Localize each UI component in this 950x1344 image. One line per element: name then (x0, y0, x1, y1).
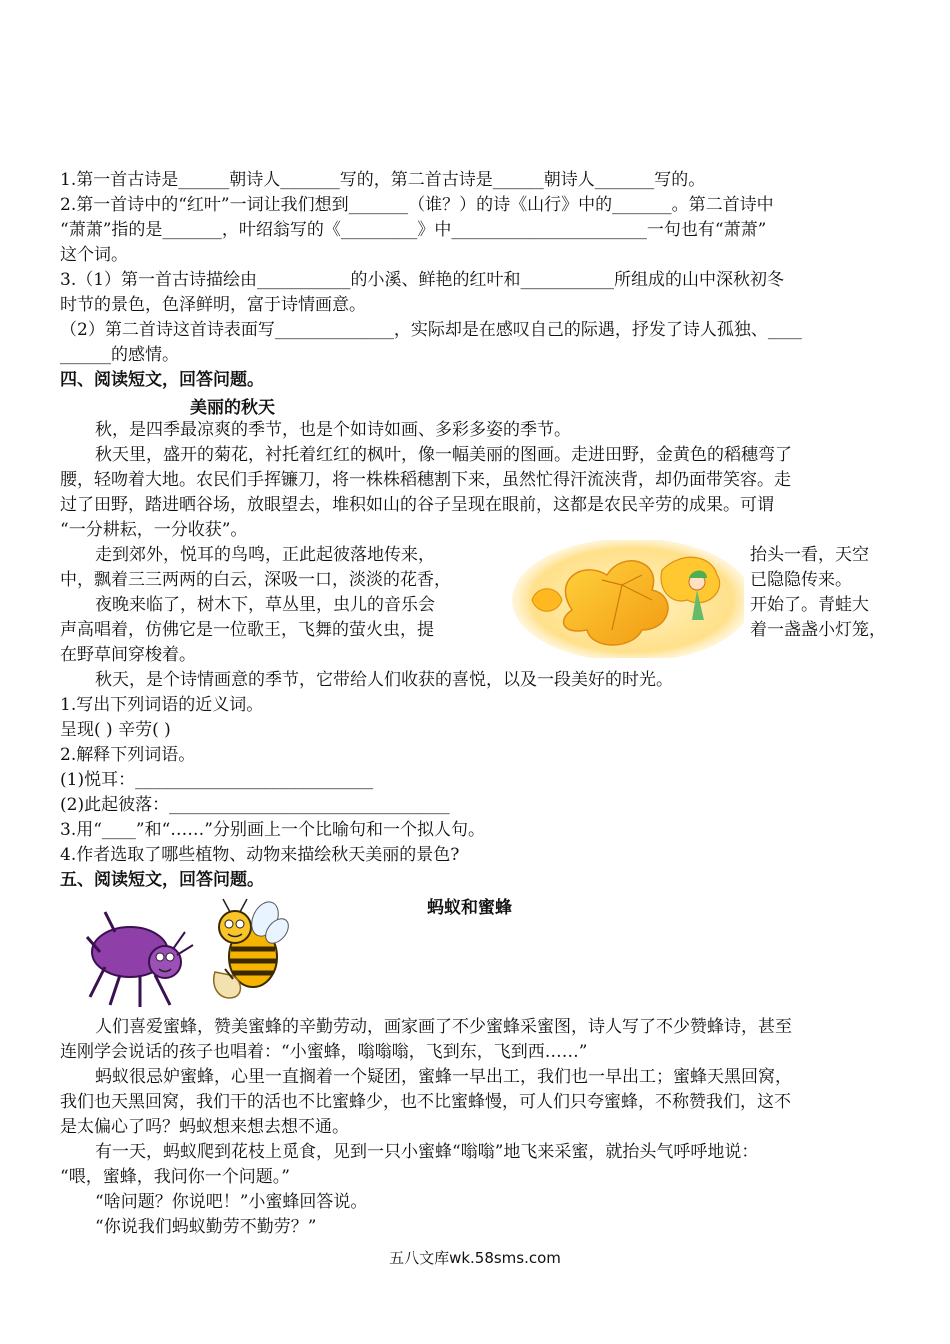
question-2-line-1: 2.第一首诗中的“红叶”一词让我们想到_______（谁？）的诗《山行》中的_______。第二首诗中 (60, 195, 774, 215)
question-4-4: 4.作者选取了哪些植物、动物来描绘秋天美丽的景色? (60, 845, 460, 865)
section-5-heading: 五、阅读短文，回答问题。 (60, 870, 264, 890)
passage-1-p5: 秋天，是个诗情画意的季节，它带给人们收获的喜悦，以及一段美好的时光。 (95, 670, 673, 690)
question-4-2-b: (2)此起彼落：_________________________________ (60, 795, 450, 815)
passage-1-p2-line-3: 过了田野，踏进晒谷场，放眼望去，堆积如山的谷子呈现在眼前，这都是农民辛劳的成果。可谓 (60, 495, 774, 515)
passage-2-p4: “啥问题？你说吧！”小蜜蜂回答说。 (95, 1192, 368, 1212)
passage-2-title: 蚂蚁和蜜蜂 (427, 898, 512, 918)
footer-watermark: 五八文库wk.58sms.com (389, 1249, 561, 1267)
question-4-1-words: 呈现( ) 辛劳( ) (60, 720, 171, 740)
passage-2-p2-line-2: 我们也天黑回窝，我们干的活也不比蜜蜂少，也不比蜜蜂慢，可人们只夸蜜蜂，不称赞我们，这不 (60, 1092, 791, 1112)
question-4-2: 2.解释下列词语。 (60, 745, 196, 765)
passage-1-p4-line-2-right: 着一盏盏小灯笼， (750, 620, 886, 640)
passage-2-p3-line-2: “喂，蜜蜂，我问你一个问题。” (60, 1167, 290, 1187)
question-3-line-4: ______的感情。 (60, 345, 179, 365)
question-1: 1.第一首古诗是______朝诗人_______写的，第二首古诗是______朝诗人_______写的。 (60, 170, 706, 190)
passage-1-p4-line-2-left: 声高唱着，仿佛它是一位歌王，飞舞的萤火虫，提 (60, 620, 434, 640)
question-2-line-2: “萧萧”指的是_______，叶绍翁写的《_________》中_______________________一句也有“萧萧” (60, 220, 767, 240)
passage-1-p3-line-1-right: 抬头一看，天空 (750, 545, 869, 565)
passage-2-p1-line-1: 人们喜爱蜜蜂，赞美蜜蜂的辛勤劳动，画家画了不少蜜蜂采蜜图，诗人写了不少赞蜂诗，甚至 (95, 1017, 792, 1037)
passage-1-p3-line-1-left: 走到郊外，悦耳的鸟鸣，正此起彼落地传来， (95, 545, 435, 565)
passage-2-p5: “你说我们蚂蚁勤劳不勤劳？” (95, 1217, 317, 1237)
passage-1-p4-line-1-right: 开始了。青蛙大 (750, 595, 869, 615)
question-4-3: 3.用“____”和“……”分别画上一个比喻句和一个拟人句。 (60, 820, 485, 840)
passage-1-p4-line-1-left: 夜晚来临了，树木下，草丛里，虫儿的音乐会 (95, 595, 435, 615)
passage-1-p2-line-2: 腰，轻吻着大地。农民们手挥镰刀，将一株株稻穗割下来，虽然忙得汗流浃背，却仍面带笑容。走 (60, 470, 791, 490)
autumn-leaves-illustration (512, 540, 744, 658)
passage-1-title: 美丽的秋天 (190, 398, 275, 418)
ant-and-bee-illustration (85, 897, 290, 1012)
question-4-1: 1.写出下列词语的近义词。 (60, 695, 264, 715)
passage-2-p1-line-2: 连刚学会说话的孩子也唱着：“小蜜蜂，嗡嗡嗡，飞到东，飞到西……” (60, 1042, 588, 1062)
passage-1-p2-line-4: “一分耕耘，一分收获”。 (60, 520, 248, 540)
section-4-heading: 四、阅读短文，回答问题。 (60, 370, 264, 390)
passage-1-p3-line-2-left: 中，飘着三三两两的白云，深吸一口，淡淡的花香， (60, 570, 451, 590)
passage-2-p2-line-1: 蚂蚁很忌妒蜜蜂，心里一直搁着一个疑团，蜜蜂一早出工，我们也一早出工；蜜蜂天黑回窝， (95, 1067, 792, 1087)
passage-1-p4-line-3: 在野草间穿梭着。 (60, 645, 196, 665)
passage-1-p1: 秋，是四季最凉爽的季节，也是个如诗如画、多彩多姿的季节。 (95, 420, 571, 440)
passage-1-p2-line-1: 秋天里，盛开的菊花，衬托着红红的枫叶，像一幅美丽的图画。走进田野，金黄色的稻穗弯了 (95, 445, 792, 465)
passage-1-p3-line-2-right: 已隐隐传来。 (750, 570, 852, 590)
question-3-line-2: 时节的景色，色泽鲜明，富于诗情画意。 (60, 295, 366, 315)
question-3-line-3: （2）第二首诗这首诗表面写______________，实际却是在感叹自己的际遇，抒发了诗人孤独、____ (60, 320, 802, 340)
question-4-2-a: (1)悦耳：____________________________ (60, 770, 374, 790)
passage-2-p3-line-1: 有一天，蚂蚁爬到花枝上觅食，见到一只小蜜蜂“嗡嗡”地飞来采蜜，就抬头气呼呼地说： (95, 1142, 759, 1162)
question-3-line-1: 3.（1）第一首古诗描绘由___________的小溪、鲜艳的红叶和___________所组成的山中深秋初冬 (60, 270, 785, 290)
question-2-line-3: 这个词。 (60, 245, 128, 265)
passage-2-p2-line-3: 是太偏心了吗？蚂蚁想来想去想不通。 (60, 1117, 349, 1137)
